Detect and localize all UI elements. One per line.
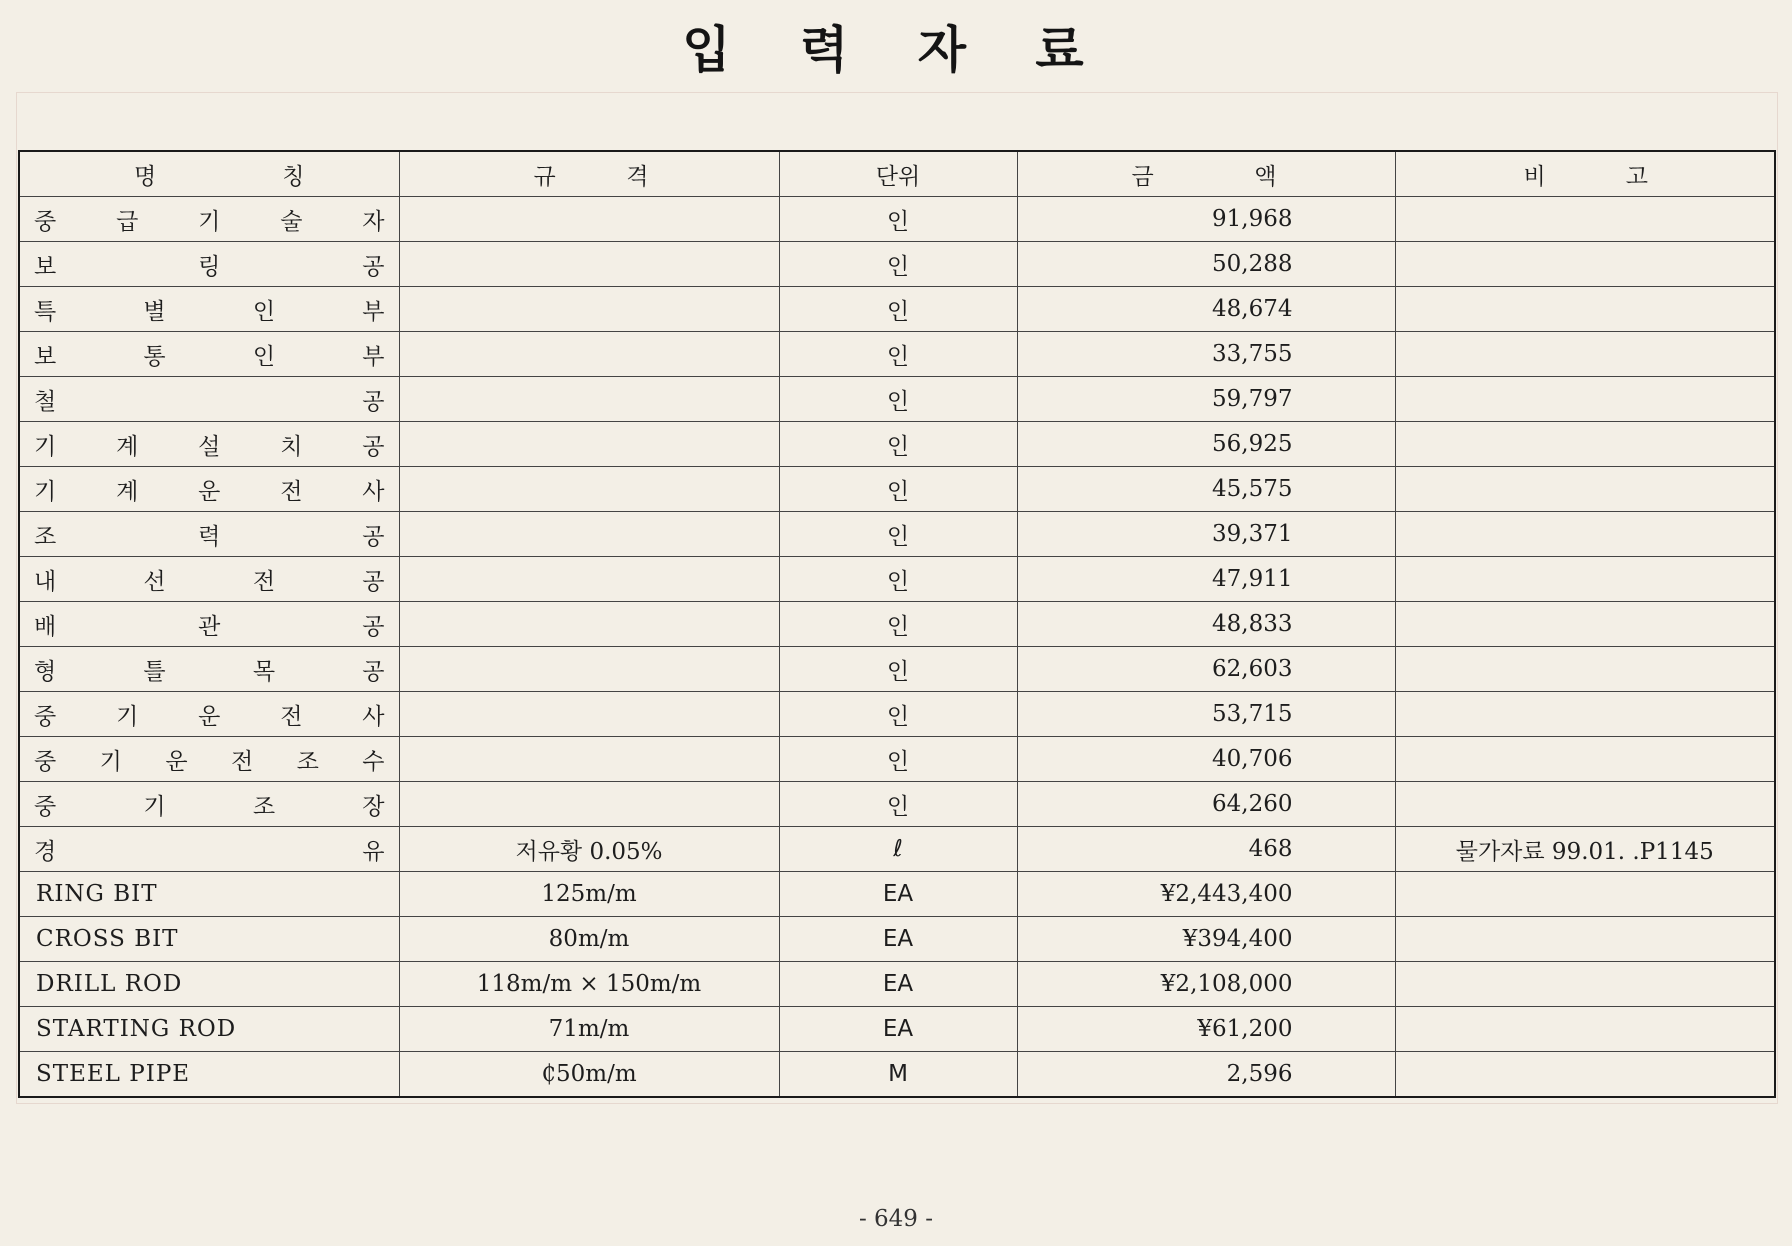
cell-name: 중 기 운 전 사 [19,692,399,737]
cell-remark [1395,512,1775,557]
input-data-table [18,150,1776,1098]
cell-unit: 인 [779,197,1017,242]
cell-amount: 33,755 [1017,332,1395,377]
cell-name: STARTING ROD [19,1007,399,1052]
cell-unit: 인 [779,287,1017,332]
cell-name: 중 기 조 장 [19,782,399,827]
cell-remark [1395,602,1775,647]
cell-spec: ₵50m/m [399,1052,779,1098]
table-row [19,512,1775,557]
table-row [19,422,1775,467]
cell-unit: 인 [779,377,1017,422]
cell-name: DRILL ROD [19,962,399,1007]
cell-name: 경 유 [19,827,399,872]
header-unit: 단위 [779,151,1017,197]
cell-spec [399,602,779,647]
cell-amount: ¥61,200 [1017,1007,1395,1052]
table-row [19,377,1775,422]
cell-name: 배 관 공 [19,602,399,647]
table-row [19,917,1775,962]
cell-name: 기 계 운 전 사 [19,467,399,512]
cell-name: 중 기 운 전 조 수 [19,737,399,782]
cell-unit: 인 [779,332,1017,377]
cell-spec [399,647,779,692]
cell-amount: 91,968 [1017,197,1395,242]
cell-spec [399,782,779,827]
cell-spec [399,287,779,332]
table-row [19,782,1775,827]
cell-amount: ¥2,108,000 [1017,962,1395,1007]
cell-remark [1395,197,1775,242]
cell-spec: 118m/m × 150m/m [399,962,779,1007]
cell-remark [1395,287,1775,332]
cell-unit: EA [779,917,1017,962]
cell-name: 보 링 공 [19,242,399,287]
cell-spec: 71m/m [399,1007,779,1052]
cell-spec [399,422,779,467]
header-spec: 규 격 [399,151,779,197]
cell-amount: 40,706 [1017,737,1395,782]
cell-unit: 인 [779,692,1017,737]
cell-unit: 인 [779,602,1017,647]
cell-remark [1395,872,1775,917]
cell-name: 보 통 인 부 [19,332,399,377]
table-row [19,557,1775,602]
cell-amount: ¥2,443,400 [1017,872,1395,917]
cell-unit: 인 [779,467,1017,512]
cell-remark [1395,917,1775,962]
cell-unit: 인 [779,422,1017,467]
table-row [19,1052,1775,1098]
cell-name: 조 력 공 [19,512,399,557]
cell-spec [399,512,779,557]
cell-spec [399,197,779,242]
cell-name: 특 별 인 부 [19,287,399,332]
table-row [19,602,1775,647]
cell-name: STEEL PIPE [19,1052,399,1098]
cell-remark [1395,557,1775,602]
cell-spec [399,242,779,287]
cell-amount: 468 [1017,827,1395,872]
cell-spec [399,467,779,512]
cell-name: 중 급 기 술 자 [19,197,399,242]
cell-unit: 인 [779,647,1017,692]
table-row [19,827,1775,872]
table-row [19,692,1775,737]
cell-spec: 125m/m [399,872,779,917]
cell-remark [1395,737,1775,782]
table-row [19,647,1775,692]
cell-amount: 47,911 [1017,557,1395,602]
cell-remark [1395,692,1775,737]
header-name: 명 칭 [19,151,399,197]
header-amount: 금 액 [1017,151,1395,197]
cell-amount: 64,260 [1017,782,1395,827]
table-row [19,197,1775,242]
table-row [19,467,1775,512]
header-remark: 비 고 [1395,151,1775,197]
cell-spec [399,737,779,782]
cell-remark [1395,782,1775,827]
cell-name: 기 계 설 치 공 [19,422,399,467]
cell-remark [1395,1052,1775,1098]
table-row [19,737,1775,782]
page-number: - 649 - [858,1206,934,1232]
cell-amount: 2,596 [1017,1052,1395,1098]
cell-spec: 저유황 0.05% [399,827,779,872]
cell-spec [399,557,779,602]
cell-amount: 50,288 [1017,242,1395,287]
cell-amount: 56,925 [1017,422,1395,467]
table-row [19,1007,1775,1052]
cell-remark [1395,242,1775,287]
cell-unit: 인 [779,782,1017,827]
cell-spec: 80m/m [399,917,779,962]
cell-unit: 인 [779,557,1017,602]
cell-unit: ℓ [779,827,1017,872]
cell-name: CROSS BIT [19,917,399,962]
cell-remark [1395,332,1775,377]
cell-amount: 48,674 [1017,287,1395,332]
cell-unit: 인 [779,242,1017,287]
table-row [19,332,1775,377]
cell-unit: M [779,1052,1017,1098]
cell-amount: ¥394,400 [1017,917,1395,962]
cell-remark [1395,1007,1775,1052]
cell-unit: EA [779,872,1017,917]
table-header-row [19,151,1775,197]
cell-amount: 39,371 [1017,512,1395,557]
cell-unit: 인 [779,737,1017,782]
cell-remark [1395,377,1775,422]
table-row [19,962,1775,1007]
cell-name: 형 틀 목 공 [19,647,399,692]
cell-amount: 53,715 [1017,692,1395,737]
cell-amount: 62,603 [1017,647,1395,692]
cell-name: 내 선 전 공 [19,557,399,602]
cell-unit: 인 [779,512,1017,557]
cell-spec [399,692,779,737]
table-row [19,287,1775,332]
cell-unit: EA [779,1007,1017,1052]
cell-unit: EA [779,962,1017,1007]
cell-amount: 45,575 [1017,467,1395,512]
cell-amount: 59,797 [1017,377,1395,422]
cell-remark: 물가자료 99.01. .P1145 [1395,827,1775,872]
table-row [19,242,1775,287]
table-row [19,872,1775,917]
cell-spec [399,332,779,377]
cell-amount: 48,833 [1017,602,1395,647]
cell-name: 철 공 [19,377,399,422]
page-title: 입 력 자 료 [682,21,1110,79]
cell-remark [1395,422,1775,467]
cell-spec [399,377,779,422]
cell-remark [1395,647,1775,692]
cell-remark [1395,467,1775,512]
cell-name: RING BIT [19,872,399,917]
cell-remark [1395,962,1775,1007]
